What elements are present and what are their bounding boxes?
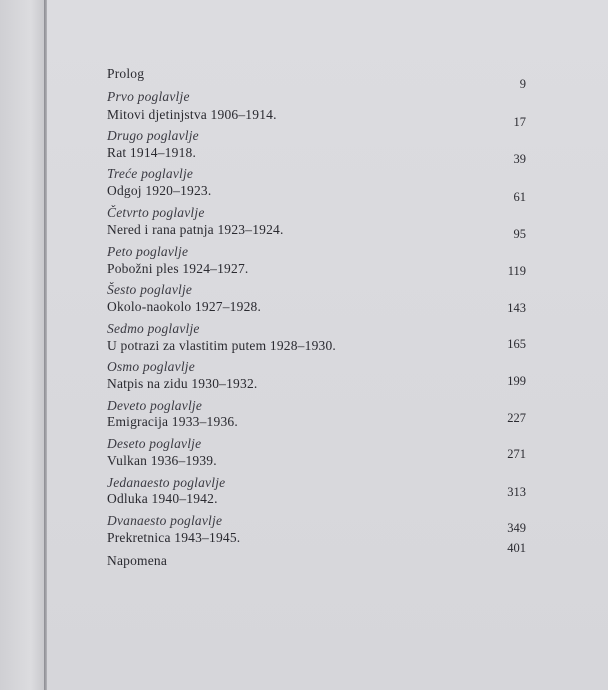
- chapter-1-page: 17: [513, 115, 526, 129]
- chapter-9-label: Deveto poglavlje: [107, 398, 203, 413]
- chapter-12-label: Dvanaesto poglavlje: [107, 513, 223, 528]
- chapter-2-label: Drugo poglavlje: [107, 128, 199, 143]
- chapter-9-page: 227: [507, 411, 526, 425]
- prolog-page: 9: [519, 77, 526, 91]
- napomena-page: 401: [507, 541, 526, 555]
- chapter-7-label: Sedmo poglavlje: [107, 321, 200, 336]
- chapter-6-label: Šesto poglavlje: [107, 282, 193, 297]
- chapter-11-title: Odluka 1940–1942.: [107, 491, 218, 506]
- chapter-2-page: 39: [513, 152, 526, 166]
- chapter-10-label: Deseto poglavlje: [107, 436, 202, 451]
- chapter-3-page: 61: [513, 190, 526, 204]
- chapter-12-page: 349: [507, 521, 526, 535]
- chapter-1-title: Mitovi djetinjstva 1906–1914.: [107, 107, 277, 122]
- chapter-8-title: Natpis na zidu 1930–1932.: [107, 376, 258, 391]
- napomena-title: Napomena: [107, 553, 168, 568]
- chapter-4-title: Nered i rana patnja 1923–1924.: [107, 222, 284, 237]
- chapter-9-title: Emigracija 1933–1936.: [107, 414, 238, 429]
- chapter-4-label: Četvrto poglavlje: [107, 205, 205, 220]
- chapter-8-page: 199: [507, 374, 526, 388]
- chapter-10-title: Vulkan 1936–1939.: [107, 453, 217, 468]
- prolog-title: Prolog: [107, 66, 145, 81]
- chapter-2-title: Rat 1914–1918.: [107, 145, 197, 160]
- chapter-5-page: 119: [507, 264, 526, 278]
- chapter-7-page: 165: [507, 337, 526, 351]
- chapter-3-title: Odgoj 1920–1923.: [107, 183, 212, 198]
- chapter-8-label: Osmo poglavlje: [107, 359, 195, 374]
- chapter-4-page: 95: [513, 227, 526, 241]
- chapter-3-label: Treće poglavlje: [107, 166, 194, 181]
- chapter-7-title: U potrazi za vlastitim putem 1928–1930.: [107, 338, 337, 353]
- chapter-5-title: Pobožni ples 1924–1927.: [107, 261, 249, 276]
- chapter-6-page: 143: [507, 301, 526, 315]
- chapter-11-page: 313: [507, 485, 526, 499]
- chapter-11-label: Jedanaesto poglavlje: [107, 475, 226, 490]
- chapter-1-label: Prvo poglavlje: [107, 89, 190, 104]
- chapter-12-title: Prekretnica 1943–1945.: [107, 530, 241, 545]
- chapter-10-page: 271: [507, 447, 526, 461]
- chapter-6-title: Okolo-naokolo 1927–1928.: [107, 299, 262, 314]
- chapter-5-label: Peto poglavlje: [107, 244, 189, 259]
